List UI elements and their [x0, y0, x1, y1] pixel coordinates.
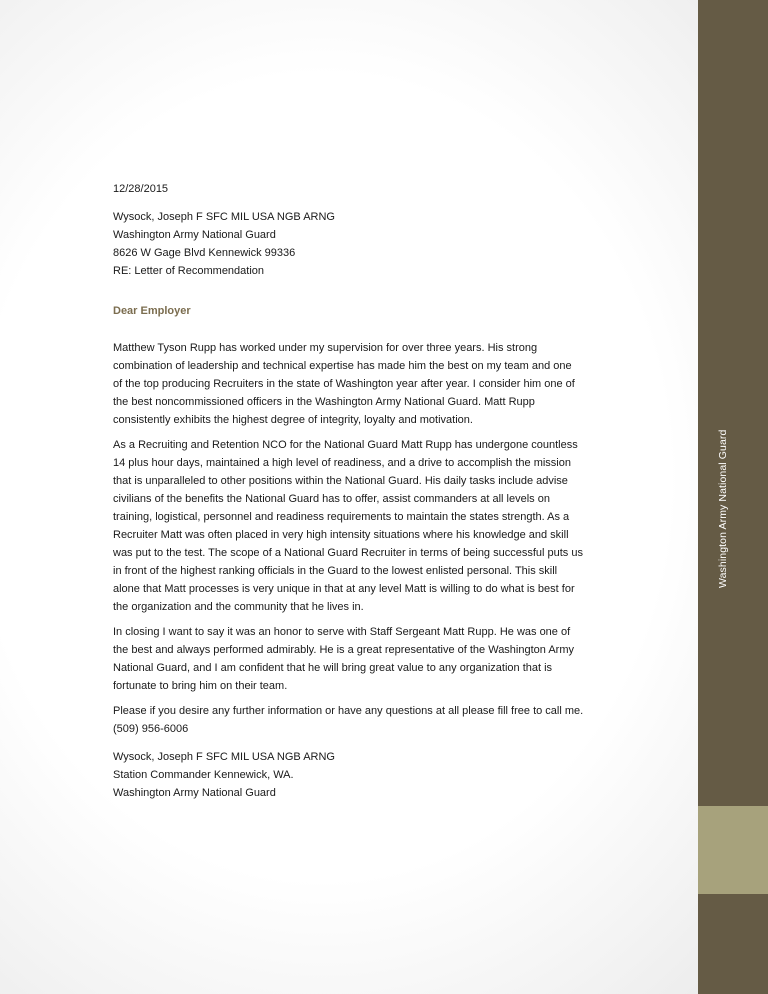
- paragraph-line: Recruiter Matt was often placed in very high intensity situations where his knowledge and skill: [113, 529, 569, 541]
- paragraph-line: the best noncommissioned officers in the Washington Army National Guard. Matt Rupp: [113, 396, 535, 408]
- header-line-address: 8626 W Gage Blvd Kennewick 99336: [113, 247, 296, 259]
- paragraph-line: was put to the test. The scope of a National Guard Recruiter in terms of being successful puts us: [113, 547, 583, 559]
- paragraph-3: [113, 623, 633, 695]
- paragraph-line: As a Recruiting and Retention NCO for the National Guard Matt Rupp has undergone countless: [113, 439, 578, 451]
- letter-body: [113, 180, 633, 802]
- paragraph-4: [113, 702, 633, 738]
- header-line-name: Wysock, Joseph F SFC MIL USA NGB ARNG: [113, 211, 335, 223]
- sidebar-label: Washington Army National Guard: [717, 429, 729, 588]
- header-line-org: Washington Army National Guard: [113, 229, 276, 241]
- paragraph-line: civilians of the benefits the National Guard has to offer, assist commanders at all levels on: [113, 493, 550, 505]
- paragraph-line: Matthew Tyson Rupp has worked under my supervision for over three years. His strong: [113, 342, 538, 354]
- sidebar-band-accent: [698, 806, 768, 894]
- paragraph-line: the best and always performed admirably. He is a great representative of the Washington Army: [113, 644, 575, 656]
- signature-title: Station Commander Kennewick, WA.: [113, 769, 294, 781]
- sender-header: [113, 208, 633, 280]
- signature-name: Wysock, Joseph F SFC MIL USA NGB ARNG: [113, 751, 335, 763]
- paragraph-line: in front of the highest ranking officials in the Guard to the lowest enlisted personal. This skill: [113, 565, 558, 577]
- letter-date: 12/28/2015: [113, 183, 169, 195]
- paragraph-line: Please if you desire any further information or have any questions at all please fill free to call me.: [113, 705, 584, 717]
- phone-number: (509) 956-6006: [113, 723, 189, 735]
- header-line-subject: RE: Letter of Recommendation: [113, 265, 265, 277]
- paragraph-line: consistently exhibits the highest degree of integrity, loyalty and motivation.: [113, 414, 473, 426]
- paragraph-line: alone that Matt processes is very unique in that at any level Matt is willing to do what is best for: [113, 583, 575, 595]
- signature-org: Washington Army National Guard: [113, 787, 276, 799]
- paragraph-line: combination of leadership and technical expertise has made him the best on my team and one: [113, 360, 572, 372]
- paragraph-line: that is unparalleled to other positions within the National Guard. His daily tasks include advise: [113, 475, 568, 487]
- signature-block: [113, 748, 633, 802]
- paragraph-line: training, logistical, personnel and readiness requirements to maintain the states strength. As a: [113, 511, 570, 523]
- paragraph-line: the organization and the community that he lives in.: [113, 601, 364, 613]
- paragraph-line: In closing I want to say it was an honor to serve with Staff Sergeant Matt Rupp. He was one of: [113, 626, 571, 638]
- paragraph-1: [113, 339, 633, 429]
- paragraph-2: [113, 436, 633, 616]
- paragraph-line: National Guard, and I am confident that he will bring great value to any organization that is: [113, 662, 553, 674]
- paragraph-line: of the top producing Recruiters in the state of Washington year after year. I consider him one of: [113, 378, 575, 390]
- sidebar-band-bottom: [698, 894, 768, 994]
- paragraph-line: 14 plus hour days, maintained a high level of readiness, and a drive to accomplish the mission: [113, 457, 571, 469]
- salutation: Dear Employer: [113, 305, 191, 317]
- sidebar-band-top: [698, 0, 768, 806]
- paragraph-line: fortunate to bring him on their team.: [113, 680, 288, 692]
